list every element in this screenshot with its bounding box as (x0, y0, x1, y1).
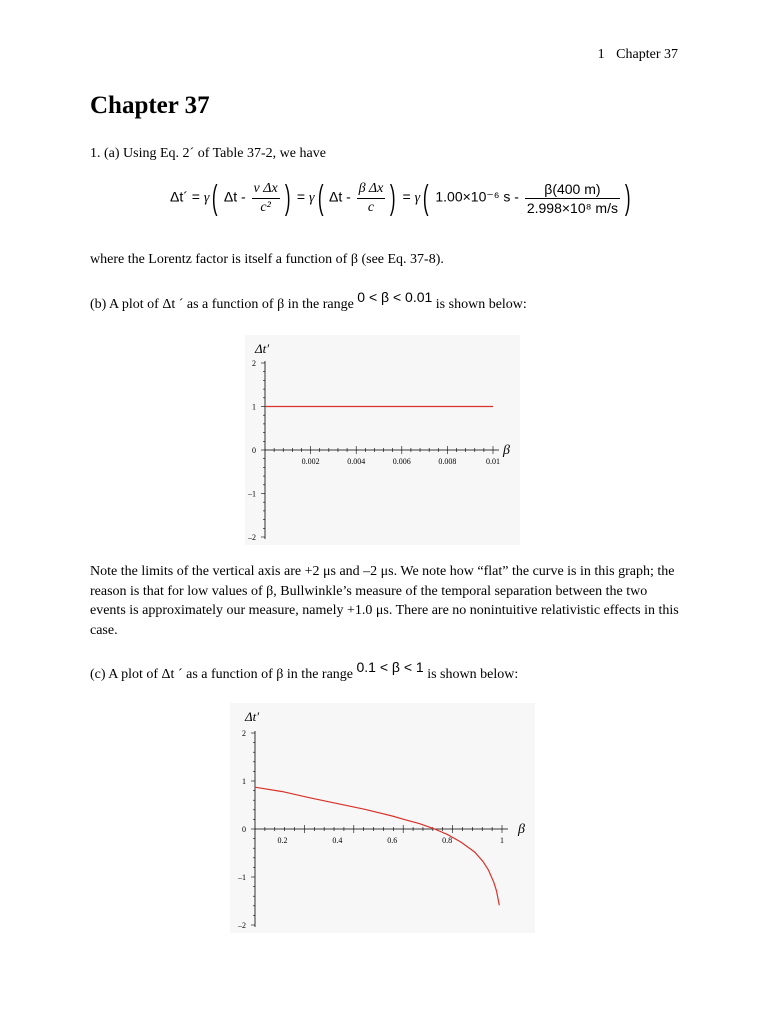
eq-dt-2: Δt - (328, 188, 351, 205)
page-header (598, 47, 678, 63)
eq-paren-close-1: ) (284, 179, 291, 217)
y-axis-label: Δt′ (245, 709, 260, 724)
part-b-post: is shown below: (432, 297, 527, 312)
eq-paren-open-1: ( (212, 179, 218, 217)
eq-paren-open-2: ( (317, 179, 324, 217)
x-tick-label: 1 (500, 836, 504, 845)
eq-f3-num: β(400 m) (525, 180, 620, 199)
x-axis-label: β (503, 443, 510, 458)
eq-gamma-1: γ (203, 190, 210, 206)
chart-c-background (230, 703, 535, 933)
x-tick-label: 0.8 (442, 836, 453, 845)
x-tick-label: 0.002 (301, 457, 320, 466)
x-tick-label: 0.2 (277, 836, 288, 845)
y-tick-label: 0 (242, 825, 246, 834)
y-tick-label: 2 (252, 359, 256, 368)
lorentz-note: where the Lorentz factor is itself a function of β (see Eq. 37-8). (90, 252, 444, 267)
part-b-pre: (b) A plot of Δt ´ as a function of β in the range (90, 297, 358, 312)
y-tick-label: –1 (238, 873, 246, 882)
y-tick-label: 2 (242, 729, 246, 738)
page-number: 1 (597, 47, 605, 62)
part-c-post: is shown below: (423, 667, 519, 682)
y-tick-label: –1 (248, 489, 256, 499)
chapter-title: Chapter 37 (90, 92, 210, 119)
eq-dt-1: Δt - (223, 188, 246, 205)
y-tick-label: 1 (242, 777, 246, 786)
header-chapter: Chapter 37 (616, 47, 678, 62)
y-tick-label: 0 (252, 446, 256, 455)
eq-f1-den: c² (260, 199, 271, 215)
part-b-text (90, 289, 680, 315)
part-b-range: 0 < β < 0.01 (357, 289, 433, 305)
problem-intro: 1. (a) Using Eq. 2´ of Table 37-2, we have (90, 146, 326, 161)
eq-paren-close-3: ) (624, 179, 631, 217)
eq-value: 1.00×10⁻⁶ s - (435, 188, 519, 205)
eq-gamma-2: γ (308, 190, 315, 206)
eq-fraction-2 (357, 180, 386, 217)
part-c-pre: (c) A plot of Δt ´ as a function of β in the range (90, 667, 357, 682)
x-axis-label: β (518, 822, 525, 837)
y-axis-label: Δt′ (255, 341, 270, 356)
eq-paren-open-3: ( (422, 179, 429, 217)
part-c-range: 0.1 < β < 1 (356, 659, 424, 675)
chart-b-background (245, 335, 520, 545)
eq-equals-2: = (296, 188, 306, 205)
x-tick-label: 0.006 (392, 457, 411, 466)
lorentz-equation (170, 178, 633, 218)
part-c-text (90, 659, 680, 685)
eq-gamma-3: γ (414, 190, 421, 206)
eq-f1-num: v Δx (252, 180, 280, 199)
eq-lhs: Δt´ = (170, 188, 200, 205)
eq-paren-close-2: ) (390, 179, 396, 217)
eq-fraction-3 (525, 180, 620, 217)
y-tick-label: –2 (248, 533, 256, 542)
eq-fraction-1 (252, 180, 280, 217)
x-tick-label: 0.004 (347, 457, 366, 466)
part-b-discussion: Note the limits of the vertical axis are +2 μs and –2 μs. We note how “flat” the curve is in this graph; the reason is that for low values of β, Bullwinkle’s measure of the temporal separation between the two events is approximately our measure, namely +1.0 μs. There are no nonintuitive relativistic effects in this case. (90, 564, 679, 638)
eq-f3-den: 2.998×10⁸ m/s (526, 199, 618, 216)
y-tick-label: –2 (238, 921, 246, 930)
x-tick-label: 0.6 (387, 836, 398, 845)
eq-f2-num: β Δx (357, 180, 386, 199)
x-tick-label: 0.008 (438, 457, 457, 466)
x-tick-label: 0.01 (486, 457, 500, 466)
eq-equals-3: = (402, 188, 411, 205)
chart-b (245, 335, 520, 545)
chart-c (230, 703, 535, 933)
eq-f2-den: c (367, 199, 375, 215)
x-tick-label: 0.4 (332, 836, 343, 845)
y-tick-label: 1 (252, 402, 256, 412)
